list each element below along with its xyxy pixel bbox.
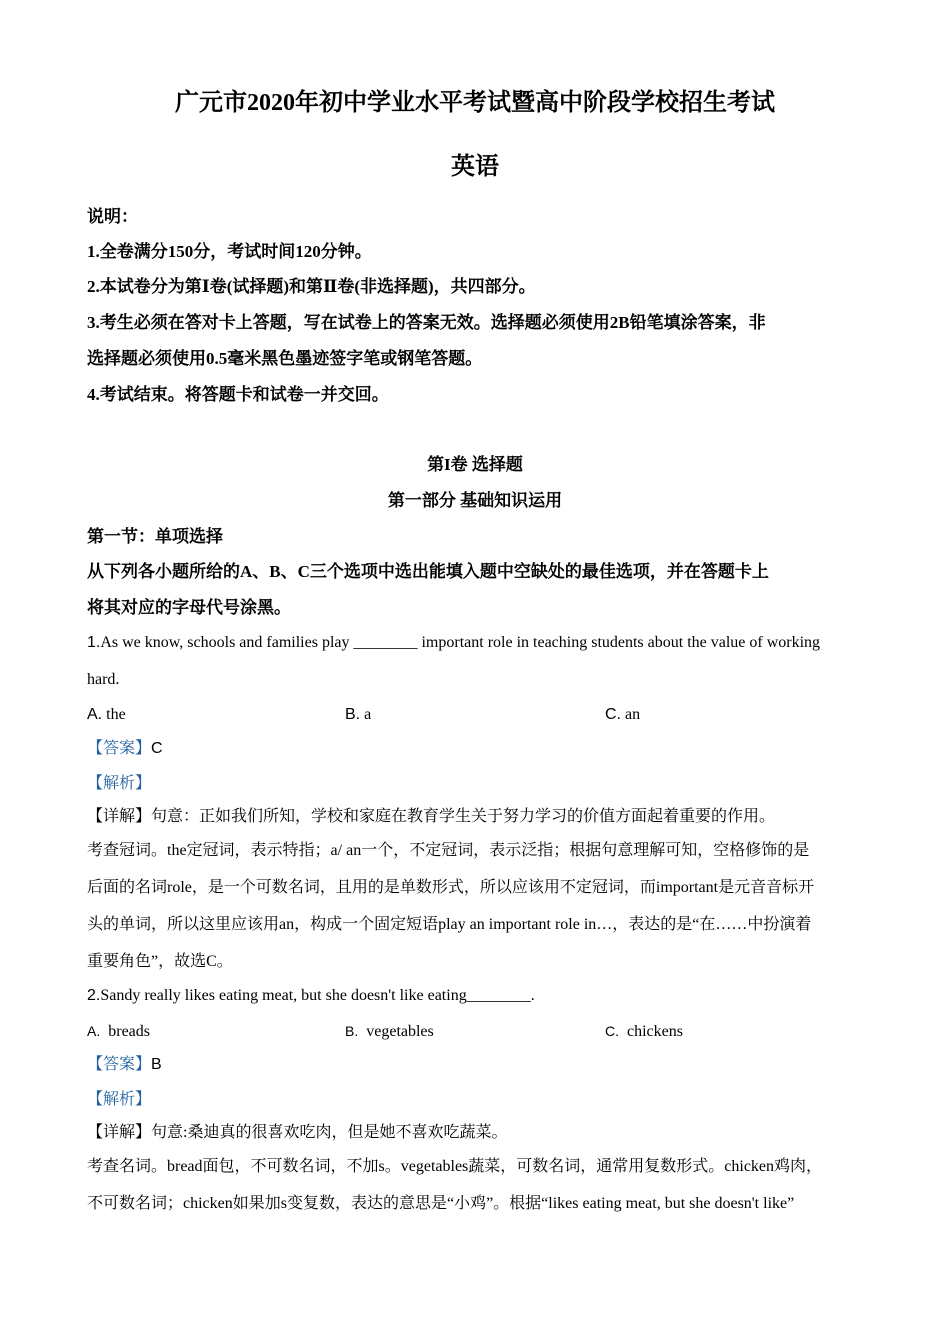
question-2-stem [87,984,867,1008]
question-number: 1. [87,634,101,651]
answer-label: 【答案】 [87,1056,152,1073]
answer-line [87,737,867,761]
question-text: Sandy really likes eating meat, but she doesn't like eating________. [100,987,535,1004]
explanation-line: 后面的名词role，是一个可数名词，且用的是单数形式，所以应该用不定冠词，而important是元音音标开 [87,879,815,896]
directions: 将其对应的字母代号涂黑。 [87,598,291,617]
exam-title: 广元市2020年初中学业水平考试暨高中阶段学校招生考试 [175,90,775,116]
directions: 从下列各小题所给的A、B、C三个选项中选出能填入题中空缺处的最佳选项，并在答题卡上 [87,562,769,581]
option-c [605,1019,683,1044]
option-a [87,703,126,727]
explanation-line: 重要角色”，故选C。 [87,953,233,970]
instruction-item: 3.考生必须在答对卡上答题，写在试卷上的答案无效。选择题必须使用2B铅笔填涂答案，非 [87,313,766,332]
option-c [605,703,640,727]
option-letter: C. [605,1023,619,1039]
detail-text: 句意：正如我们所知，学校和家庭在教育学生关于努力学习的价值方面起着重要的作用。 [151,808,776,825]
option-letter: B. [345,706,361,723]
instructions-heading: 说明： [87,207,138,226]
instruction-item: 2.本试卷分为第Ⅰ卷(试择题)和第Ⅱ卷(非选择题)，共四部分。 [87,277,536,296]
detail-line [87,805,867,829]
option-text: chickens [627,1023,683,1040]
option-text: an [625,706,641,723]
detail-label: 【详解】 [87,808,152,825]
detail-text: 句意:桑迪真的很喜欢吃肉，但是她不喜欢吃蔬菜。 [151,1124,508,1141]
option-letter: B. [345,1023,359,1039]
option-a [87,1019,150,1044]
volume-heading: 第I卷 选择题 [427,455,523,474]
detail-line [87,1121,867,1145]
answer-value: B [151,1056,162,1073]
option-text: breads [108,1023,150,1040]
detail-label: 【详解】 [87,1124,152,1141]
option-text: the [106,706,126,723]
explanation-line: 考查冠词。the定冠词，表示特指；a/ an一个，不定冠词，表示泛指；根据句意理解可知，空格修饰的是 [87,842,810,859]
question-number: 2. [87,987,101,1004]
instruction-item: 1.全卷满分150分，考试时间120分钟。 [87,242,372,261]
instruction-item: 4.考试结束。将答题卡和试卷一并交回。 [87,385,389,404]
analysis-label: 【解析】 [87,1091,152,1108]
option-text: vegetables [366,1023,434,1040]
instruction-item: 选择题必须使用0.5毫米黑色墨迹签字笔或钢笔答题。 [87,349,483,368]
option-b [345,1019,434,1044]
question-1-stem-cont: hard. [87,671,120,688]
part-heading: 第一部分 基础知识运用 [387,491,563,510]
option-letter: A. [87,1023,101,1039]
subsection-heading: 第一节：单项选择 [87,527,223,546]
answer-value: C [151,740,163,757]
explanation-line: 考查名词。bread面包，不可数名词，不加s。vegetables蔬菜，可数名词，通常用复数形式。chicken鸡肉， [87,1158,823,1175]
question-text: As we know, schools and families play ________ important role in teaching students about the value of working [100,634,821,651]
question-1-stem [87,631,867,655]
option-letter: A. [87,706,103,723]
subject-title: 英语 [451,154,499,180]
explanation-line: 头的单词，所以这里应该用an，构成一个固定短语play an important role in…，表达的是“在……中扮演着 [87,916,812,933]
analysis-label: 【解析】 [87,775,152,792]
answer-label: 【答案】 [87,740,152,757]
explanation-line: 不可数名词；chicken如果加s变复数，表达的意思是“小鸡”。根据“likes eating meat, but she doesn't like” [87,1195,795,1212]
option-letter: C. [605,706,621,723]
answer-line [87,1053,867,1077]
option-text: a [364,706,372,723]
option-b [345,703,371,727]
